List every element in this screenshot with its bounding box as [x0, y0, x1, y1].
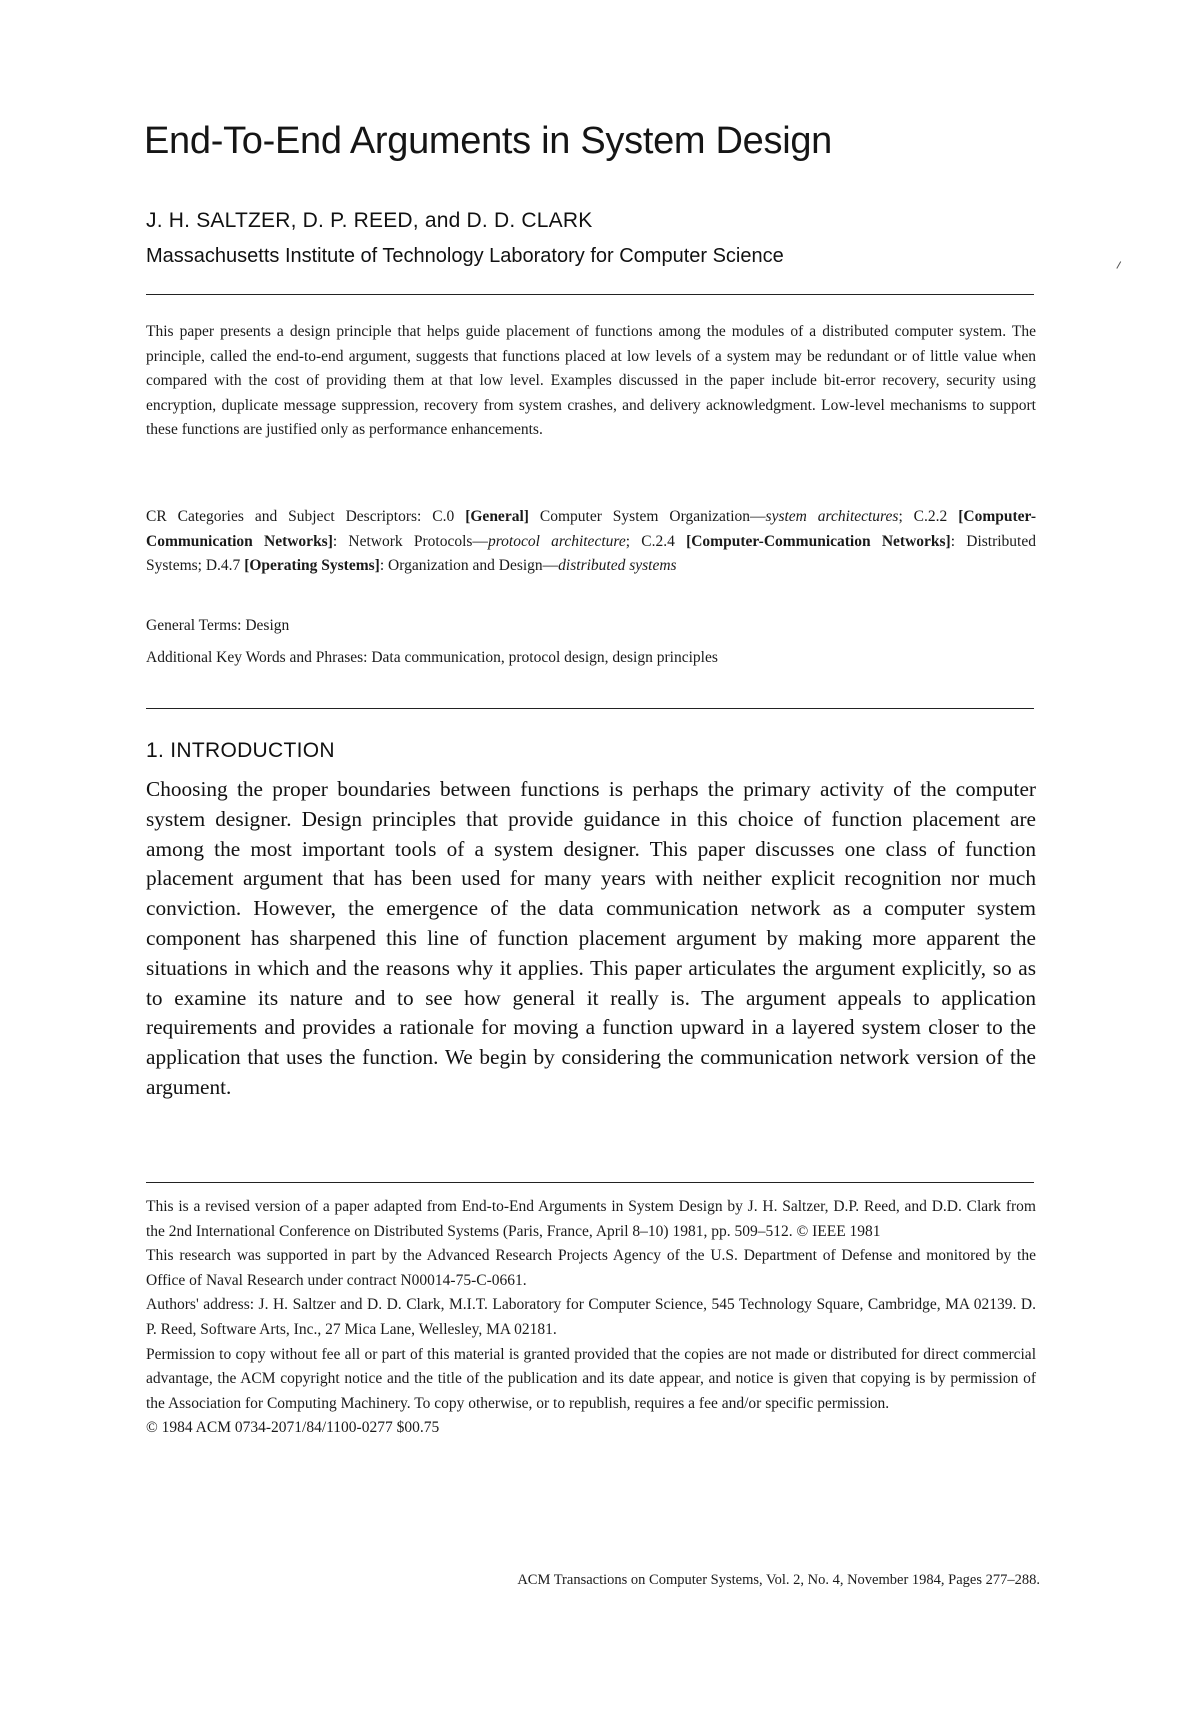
keywords: Additional Key Words and Phrases: Data communication, protocol design, design principles: [146, 649, 718, 666]
intro-paragraph: Choosing the proper boundaries between functions is perhaps the primary activity of the computer system designer. Design principles that provide guidance in this choice of function placement are among the most important tools of a system designer. This paper discusses one class of function placement argument that has been used for many years with neither explicit recognition nor much conviction. However, the emergence of the data communication network as a computer system component has sharpened this line of function placement argument by making more apparent the situations in which and the reasons why it applies. This paper articulates the argument explicitly, so as to examine its nature and to see how general it really is. The argument appeals to application requirements and provides a rationale for moving a function upward in a layered system closer to the application that uses the function. We begin by considering the communication network version of the argument.: [146, 777, 1036, 1099]
footnotes: [146, 1195, 1036, 1441]
footnote-copyright: © 1984 ACM 0734-2071/84/1100-0277 $00.75: [146, 1419, 440, 1437]
journal-citation: ACM Transactions on Computer Systems, Vol. 2, No. 4, November 1984, Pages 277–288.: [517, 1572, 1040, 1588]
abstract: [146, 320, 1036, 443]
scan-mark: [1116, 261, 1124, 270]
cr-text-3: : Network Protocols—: [332, 532, 488, 550]
cr-text-2: ; C.2.2: [898, 508, 959, 525]
header-divider: [146, 294, 1034, 295]
cr-lead: CR Categories and Subject Descriptors: C.0: [146, 508, 466, 525]
affiliation: Massachusetts Institute of Technology Laboratory for Computer Science: [146, 245, 784, 267]
footnote-funding: This research was supported in part by the Advanced Research Projects Agency of the U.S. Department of Defense and monitored by the Office of Naval Research under contract N00014-75-C-0661.: [146, 1247, 1036, 1289]
footnote-permission: Permission to copy without fee all or part of this material is granted provided that the copies are not made or distributed for direct commercial advantage, the ACM copyright notice and the title of the publication and its date appear, and notice is given that copying is by permission of the Association for Computing Machinery. To copy otherwise, or to republish, requires a fee and/or specific permission.: [146, 1345, 1036, 1412]
cr-ccn-1: [Computer-Communication Networks]: [146, 508, 1036, 550]
footnote-address: Authors' address: J. H. Saltzer and D. D. Clark, M.I.T. Laboratory for Computer Science, 545 Technology Square, Cambridge, MA 02139. D. P. Reed, Software Arts, Inc., 27 Mica Lane, Wellesley, MA 02181.: [146, 1296, 1036, 1338]
cr-dist: distributed systems: [558, 557, 677, 575]
cr-text-5: : Distributed Systems; D.4.7: [146, 532, 1036, 575]
cr-protocol-arch: protocol architecture: [487, 532, 626, 550]
cr-os: [Operating Systems]: [244, 557, 380, 575]
cr-ccn-2: [Computer-Communication Networks]: [686, 532, 951, 550]
cr-text-6: : Organization and Design—: [379, 557, 559, 575]
cr-categories: [146, 505, 1036, 579]
cr-text-1: Computer System Organization—: [528, 508, 766, 525]
author-list: J. H. SALTZER, D. P. REED, and D. D. CLARK: [146, 209, 593, 232]
general-terms: General Terms: Design: [146, 617, 290, 634]
cr-categories-text: [146, 505, 1036, 579]
intro-heading: 1. INTRODUCTION: [146, 739, 335, 762]
paper-title: End-To-End Arguments in System Design: [144, 120, 833, 162]
footnote-revised: This is a revised version of a paper adapted from End-to-End Arguments in System Design by J. H. Saltzer, D.P. Reed, and D.D. Clark from the 2nd International Conference on Distributed Systems (Paris, France, April 8–10) 1981, pp. 509–512. © IEEE 1981: [146, 1198, 1036, 1240]
abstract-divider: [146, 708, 1034, 709]
cr-general: [General]: [465, 508, 529, 525]
cr-system-arch: system architectures: [765, 508, 899, 525]
abstract-paragraph: This paper presents a design principle that helps guide placement of functions among the modules of a distributed computer system. The principle, called the end-to-end argument, suggests that functions placed at low levels of a system may be redundant or of little value when compared with the cost of providing them at that low level. Examples discussed in the paper include bit-error recovery, security using encryption, duplicate message suppression, recovery from system crashes, and delivery acknowledgment. Low-level mechanisms to support these functions are justified only as performance enhancements.: [146, 323, 1036, 439]
cr-text-4: ; C.2.4: [625, 532, 687, 550]
footnote-divider: [146, 1182, 1034, 1183]
